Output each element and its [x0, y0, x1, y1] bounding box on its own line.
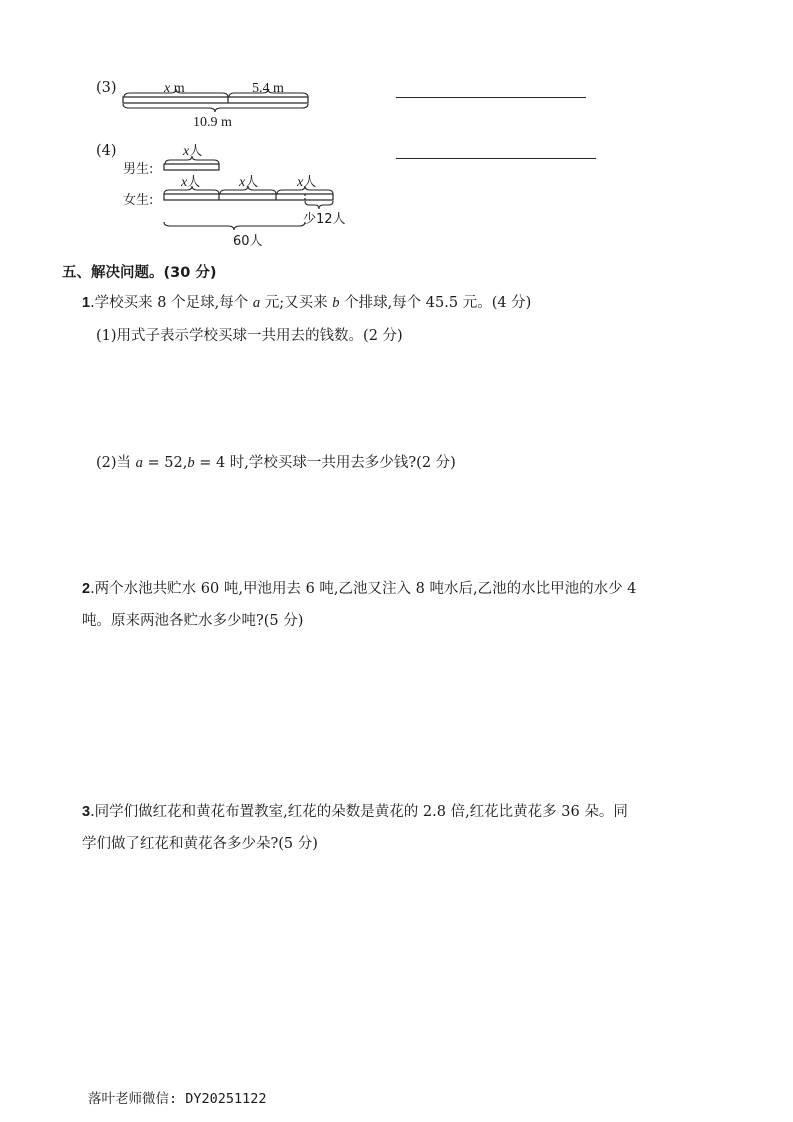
- total-label: 10.9 m: [193, 115, 232, 130]
- question-3-text: .同学们做红花和黄花布置教室,红花的朵数是黄花的 2.8 倍,红花比黄花多 36 朵。同: [90, 804, 628, 820]
- question-3-number: 3: [82, 804, 91, 820]
- question-3-line-2: 学们做了红花和黄花各多少朵?(5 分): [82, 836, 318, 852]
- var-b: b: [332, 295, 340, 311]
- brace-total: [123, 104, 308, 112]
- item-3-label: (3): [96, 80, 117, 96]
- sub2-var-b: b: [187, 455, 195, 471]
- brace-60: [164, 222, 305, 230]
- answer-line-3[interactable]: [396, 97, 586, 98]
- brace-girls-2: [220, 186, 276, 194]
- girls-segment-label-1: x人: [181, 175, 201, 190]
- answer-line-4[interactable]: [396, 158, 596, 159]
- girls-label: 女生:: [123, 193, 154, 208]
- known-segment-label: 5.4 m: [252, 81, 284, 96]
- brace-girls-3: [277, 186, 333, 194]
- question-2-number: 2: [82, 581, 91, 597]
- sub2-var-a: a: [135, 455, 143, 471]
- question-1-sub-2-c: = 4 时,学校买球一共用去多少钱?(2 分): [194, 455, 456, 471]
- item-4-label: (4): [96, 143, 117, 159]
- var-a: a: [252, 295, 261, 311]
- question-1: [82, 291, 531, 312]
- section-heading: 五、解决问题。(30 分): [62, 265, 217, 281]
- answer-area-3[interactable]: [82, 858, 702, 1058]
- boys-label: 男生:: [123, 162, 154, 177]
- bar-girls: [164, 194, 333, 200]
- brace-girls-1: [164, 186, 219, 194]
- question-3-line-1: [82, 800, 628, 821]
- question-2-line-2: 吨。原来两池各贮水多少吨?(5 分): [82, 613, 304, 629]
- question-1-sub-2-a: (2)当: [96, 455, 136, 471]
- question-1-text-a: .学校买来 8 个足球,每个: [90, 295, 253, 311]
- total-60-label: 60人: [233, 234, 263, 249]
- less-label: 少12人: [303, 212, 346, 227]
- brace-less: [305, 201, 333, 209]
- segment-diagram-3: [0, 0, 793, 260]
- question-1-sub-2-b: = 52,: [142, 455, 188, 471]
- answer-area-2[interactable]: [82, 635, 702, 785]
- answer-area-1-1[interactable]: [96, 348, 696, 438]
- answer-area-1-2[interactable]: [96, 476, 696, 566]
- question-1-number: 1: [82, 295, 91, 311]
- boys-segment-label: x人: [183, 144, 203, 159]
- question-2-text: .两个水池共贮水 60 吨,甲池用去 6 吨,乙池又注入 8 吨水后,乙池的水比甲池的水少 4: [90, 581, 637, 597]
- bar-3: [123, 97, 308, 103]
- girls-segment-label-2: x人: [239, 175, 259, 190]
- question-1-sub-1: (1)用式子表示学校买球一共用去的钱数。(2 分): [96, 328, 403, 344]
- brace-boys: [165, 156, 219, 164]
- question-1-text-b: 元;又买来: [260, 295, 333, 311]
- x-segment-label: x m: [164, 81, 185, 96]
- question-2-line-1: [82, 577, 636, 598]
- question-1-sub-2: [96, 451, 456, 472]
- footer-contact: 落叶老师微信: DY20251122: [88, 1091, 267, 1107]
- girls-segment-label-3: x人: [297, 175, 317, 190]
- bar-boys: [164, 164, 219, 170]
- question-1-text-c: 个排球,每个 45.5 元。(4 分): [339, 295, 532, 311]
